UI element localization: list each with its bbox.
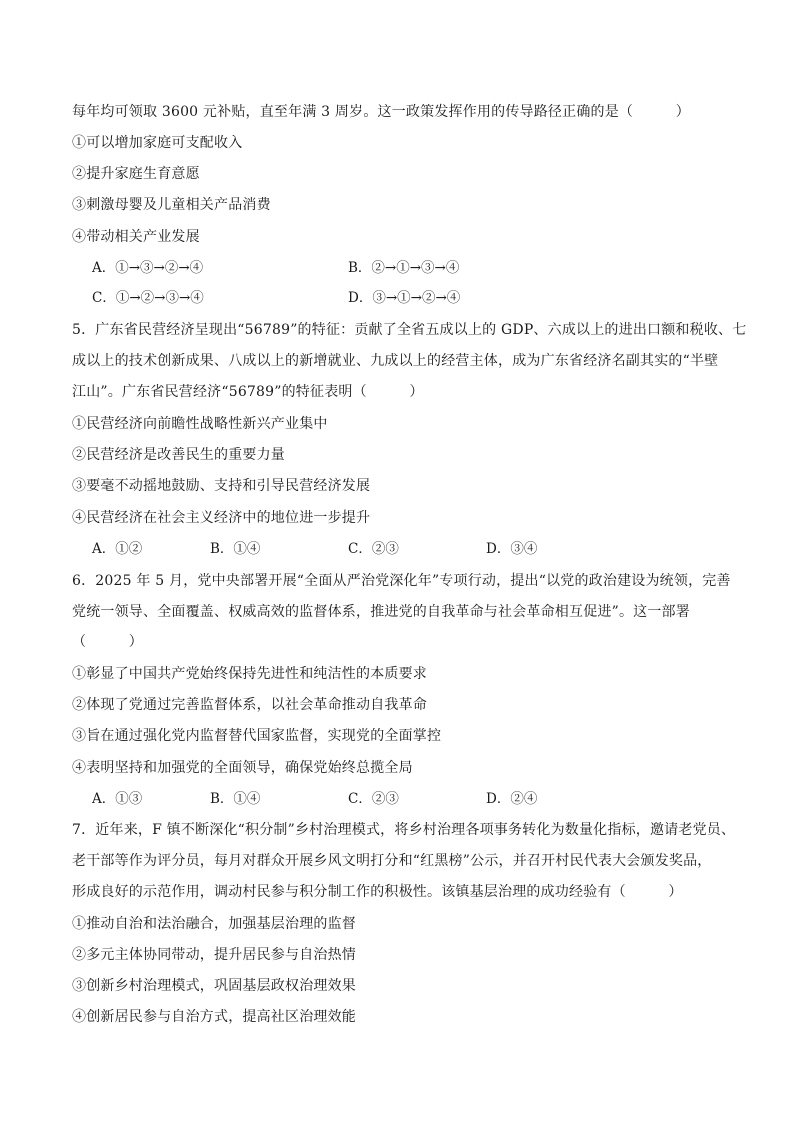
q7-item-1: ①推动自治和法治融合，加强基层治理的监督 (72, 916, 356, 932)
q7-item-3: ③创新乡村治理模式，巩固基层政权治理效果 (72, 978, 356, 994)
q4-stem: 每年均可领取 3600 元补贴，直至年满 3 周岁。这一政策发挥作用的传导路径正确的是（ ） (72, 104, 690, 120)
q6-option-c[interactable]: C．②③ (348, 791, 399, 807)
q4-item-1: ①可以增加家庭可支配收入 (72, 135, 243, 151)
q7-stem-line-2: 老干部等作为评分员，每月对群众开展乡风文明打分和“红黑榜”公示，并召开村民代表大会颁发奖品， (72, 853, 712, 869)
q6-option-b[interactable]: B．①④ (210, 791, 261, 807)
q6-stem-line-3: （ ） (72, 634, 143, 650)
q4-option-b[interactable]: B．②→①→③→④ (348, 260, 460, 276)
q6-item-2: ②体现了党通过完善监督体系，以社会革命推动自我革命 (72, 697, 427, 713)
q7-item-2: ②多元主体协同带动，提升居民参与自治热情 (72, 947, 356, 963)
q6-option-a[interactable]: A．①③ (92, 791, 143, 807)
q5-item-1: ①民营经济向前瞻性战略性新兴产业集中 (72, 416, 328, 432)
q6-item-4: ④表明坚持和加强党的全面领导，确保党始终总揽全局 (72, 760, 413, 776)
q5-item-4: ④民营经济在社会主义经济中的地位进一步提升 (72, 510, 371, 526)
q5-item-2: ②民营经济是改善民生的重要力量 (72, 447, 285, 463)
q7-item-4: ④创新居民参与自治方式，提高社区治理效能 (72, 1009, 356, 1025)
q5-option-c[interactable]: C．②③ (348, 541, 399, 557)
q7-stem-line-3: 形成良好的示范作用，调动村民参与积分制工作的积极性。该镇基层治理的成功经验有（ ） (72, 884, 683, 900)
q7-stem-line-1: 7．近年来，F 镇不断深化“积分制”乡村治理模式，将乡村治理各项事务转化为数量化指标，邀请老党员、 (72, 822, 736, 838)
q4-option-a[interactable]: A．①→③→②→④ (92, 260, 204, 276)
q4-item-3: ③刺激母婴及儿童相关产品消费 (72, 197, 271, 213)
q6-stem-line-2: 党统一领导、全面覆盖、权威高效的监督体系，推进党的自我革命与社会革命相互促进”。这一部署 (72, 604, 690, 620)
q5-option-b[interactable]: B．①④ (210, 541, 261, 557)
q5-stem-line-1: 5．广东省民营经济呈现出“56789”的特征：贡献了全省五成以上的 GDP、六成以上的进出口额和税收、七 (72, 322, 747, 338)
q4-item-4: ④带动相关产业发展 (72, 229, 200, 245)
q5-option-a[interactable]: A．①② (92, 541, 143, 557)
q6-option-d[interactable]: D．②④ (486, 791, 538, 807)
q5-option-d[interactable]: D．③④ (486, 541, 538, 557)
q6-item-3: ③旨在通过强化党内监督替代国家监督，实现党的全面掌控 (72, 728, 442, 744)
q4-option-c[interactable]: C．①→②→③→④ (92, 290, 204, 306)
q6-stem-line-1: 6．2025 年 5 月，党中央部署开展“全面从严治党深化年”专项行动，提出“以党的政治建设为统领，完善 (72, 573, 731, 589)
q5-stem-line-3: 江山”。广东省民营经济“56789”的特征表明（ ） (72, 384, 424, 400)
q4-item-2: ②提升家庭生育意愿 (72, 166, 200, 182)
q5-item-3: ③要毫不动摇地鼓励、支持和引导民营经济发展 (72, 478, 371, 494)
q6-item-1: ①彰显了中国共产党始终保持先进性和纯洁性的本质要求 (72, 666, 427, 682)
q5-stem-line-2: 成以上的技术创新成果、八成以上的新增就业、九成以上的经营主体，成为广东省经济名副其实的“半壁 (72, 353, 719, 369)
q4-option-d[interactable]: D．③→①→②→④ (348, 290, 461, 306)
